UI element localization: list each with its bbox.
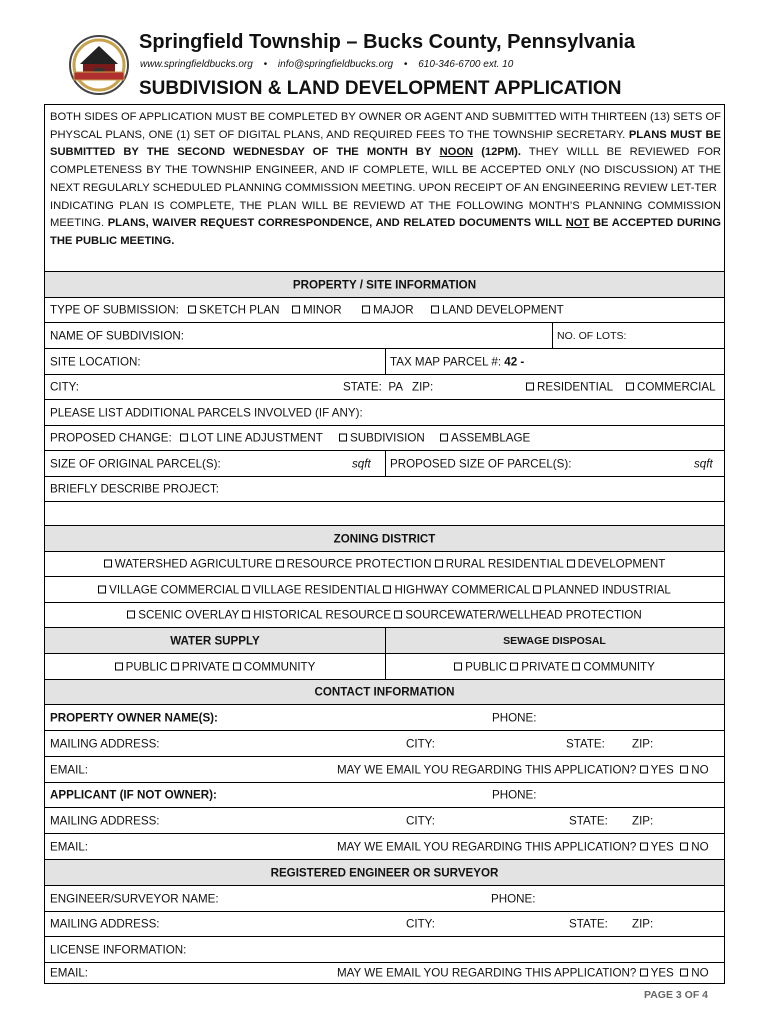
development-checkbox[interactable]: DEVELOPMENT xyxy=(567,558,666,571)
engineer-email-field[interactable]: EMAIL: xyxy=(50,966,89,980)
contact-section-header xyxy=(45,679,724,704)
owner-address-row xyxy=(45,730,724,756)
applicant-email-field[interactable]: EMAIL: xyxy=(50,840,89,853)
proposed-change-label: PROPOSED CHANGE: xyxy=(50,431,172,445)
highway-commercial-checkbox[interactable]: HIGHWAY COMMERICAL xyxy=(383,583,529,596)
section-title: REGISTERED ENGINEER OR SURVEYOR xyxy=(270,866,499,879)
deadline-text: PLANS MUST BE SUBMITTED BY THE SECOND WEDNESDAY OF THE MONTH BY xyxy=(50,128,722,159)
commercial-checkbox[interactable]: COMMERCIAL xyxy=(626,381,716,394)
site-location-row xyxy=(45,348,724,374)
bullet: • xyxy=(403,59,408,70)
applicant-email-question: MAY WE EMAIL YOU REGARDING THIS APPLICATION? YES NO xyxy=(337,840,709,853)
not-text: NOT xyxy=(565,217,590,230)
engineer-section-header xyxy=(45,859,724,885)
owner-state-field[interactable]: STATE: xyxy=(566,737,605,750)
water-supply-header: WATER SUPPLY xyxy=(170,634,260,647)
state-field[interactable]: STATE: PA xyxy=(343,380,403,394)
owner-email-yes-checkbox[interactable]: YES xyxy=(640,763,674,776)
instructions xyxy=(50,109,721,251)
application-form xyxy=(44,104,725,984)
describe-project-row xyxy=(45,476,724,501)
zip-field[interactable]: ZIP: xyxy=(412,380,434,394)
sourcewater-checkbox[interactable]: SOURCEWATER/WELLHEAD PROTECTION xyxy=(394,609,641,622)
parcel-size-row xyxy=(45,450,724,476)
engineer-email-row xyxy=(45,962,724,983)
minor-checkbox[interactable]: MINOR xyxy=(292,304,342,317)
engineer-name-row xyxy=(45,885,724,911)
lot-line-checkbox[interactable]: LOT LINE ADJUSTMENT xyxy=(180,432,323,445)
city-field[interactable]: CITY: xyxy=(50,380,79,394)
proposed-size-field[interactable]: PROPOSED SIZE OF PARCEL(S): xyxy=(390,457,572,470)
lots-field[interactable]: NO. OF LOTS: xyxy=(557,329,627,342)
owner-email-field[interactable]: EMAIL: xyxy=(50,763,89,776)
water-community-checkbox[interactable]: COMMUNITY xyxy=(233,660,316,673)
engineer-mailing-field[interactable]: MAILING ADDRESS: xyxy=(50,917,160,931)
owner-row xyxy=(45,704,724,730)
township-title: Springfield Township – Bucks County, Pennsylvania xyxy=(139,31,636,53)
zoning-options xyxy=(45,558,724,571)
township-seal-logo xyxy=(66,34,132,96)
engineer-address-row xyxy=(45,911,724,936)
proposed-change-row xyxy=(45,425,724,450)
subdivision-name-field[interactable]: NAME OF SUBDIVISION: xyxy=(50,329,184,342)
review-text: THEY WILLL BE REVIEWED FOR COMPLETENESS BY THE TOWNSHIP ENGINEER, AND IF COMPLETE, WILL BE ACCEPTED ONLY (NO DISCUSSION) AT THE NEXT REGULARLY SCHEDULED PLANNING COMMISSION MEETING. UPON RECEIPT OF AN ENGINEERING REVIEW LET-TER xyxy=(50,146,722,194)
zoning-section-header xyxy=(45,525,724,551)
applicant-email-yes-checkbox[interactable]: YES xyxy=(640,840,674,853)
section-title: CONTACT INFORMATION xyxy=(314,685,455,699)
owner-name-field[interactable]: PROPERTY OWNER NAME(S): xyxy=(50,711,218,724)
describe-project-label: BRIEFLY DESCRIBE PROJECT: xyxy=(50,482,220,496)
license-row xyxy=(45,936,724,962)
zoning-options xyxy=(45,583,724,596)
applicant-mailing-field[interactable]: MAILING ADDRESS: xyxy=(50,814,160,827)
owner-email-row xyxy=(45,756,724,782)
engineer-email-yes-checkbox[interactable]: YES xyxy=(640,967,674,980)
historical-resource-checkbox[interactable]: HISTORICAL RESOURCE xyxy=(242,609,391,622)
owner-email-no-checkbox[interactable]: NO xyxy=(680,763,708,776)
sketch-plan-checkbox[interactable]: SKETCH PLAN xyxy=(188,304,280,317)
review-text-2: INDICATING PLAN IS COMPLETE, THE PLAN WILL BE REVIEWD AT THE FOLLOWING MONTH’S PLANNING COMMISSION MEETING. xyxy=(50,199,721,230)
page-number: PAGE 3 OF 4 xyxy=(644,989,708,1001)
instructions-text: BOTH SIDES OF APPLICATION MUST BE COMPLETED BY OWNER OR AGENT AND SUBMITTED WITH THIRTEEN (13) SETS OF PHYSCAL PLANS, ONE (1) SET OF DIGITAL PLANS, AND REQUIRED FEES TO THE TOWNSHIP SECRETARY. xyxy=(50,111,721,141)
site-location-field[interactable]: SITE LOCATION: xyxy=(50,355,141,368)
village-residential-checkbox[interactable]: VILLAGE RESIDENTIAL xyxy=(242,583,380,596)
applicant-row xyxy=(45,782,724,807)
applicant-state-field[interactable]: STATE: xyxy=(569,814,608,827)
sewage-public-checkbox[interactable]: PUBLIC xyxy=(454,660,507,673)
scenic-overlay-checkbox[interactable]: SCENIC OVERLAY xyxy=(127,609,239,622)
submission-type-label: TYPE OF SUBMISSION: xyxy=(50,303,179,317)
engineer-name-field[interactable]: ENGINEER/SURVEYOR NAME: xyxy=(50,892,219,905)
engineer-state-field[interactable]: STATE: xyxy=(569,917,608,931)
applicant-zip-field[interactable]: ZIP: xyxy=(632,814,654,827)
section-title: PROPERTY / SITE INFORMATION xyxy=(292,278,477,291)
planned-industrial-checkbox[interactable]: PLANNED INDUSTRIAL xyxy=(533,583,671,596)
zoning-row-2 xyxy=(45,576,724,602)
sqft-unit: sqft xyxy=(352,457,371,470)
describe-project-field[interactable] xyxy=(45,501,724,525)
application-title: SUBDIVISION & LAND DEVELOPMENT APPLICATION xyxy=(139,78,622,99)
owner-city-field[interactable]: CITY: xyxy=(406,737,435,750)
village-commercial-checkbox[interactable]: VILLAGE COMMERCIAL xyxy=(98,583,239,596)
owner-mailing-field[interactable]: MAILING ADDRESS: xyxy=(50,737,160,750)
noon-text: NOON xyxy=(439,146,474,159)
land-development-checkbox[interactable]: LAND DEVELOPMENT xyxy=(431,304,564,317)
meeting-notice: PLANS, WAIVER REQUEST CORRESPONDENCE, AND RELATED DOCUMENTS WILL xyxy=(107,217,563,230)
applicant-phone-field[interactable]: PHONE: xyxy=(492,788,537,802)
zoning-row-1 xyxy=(45,551,724,576)
utilities-options-row xyxy=(45,653,724,679)
website-link[interactable]: www.springfieldbucks.org xyxy=(140,59,253,70)
water-public-checkbox[interactable]: PUBLIC xyxy=(115,660,168,673)
utilities-header-row xyxy=(45,627,724,653)
applicant-email-no-checkbox[interactable]: NO xyxy=(680,840,708,853)
contact-line xyxy=(140,59,521,70)
applicant-name-field[interactable]: APPLICANT (IF NOT OWNER): xyxy=(50,788,217,802)
water-private-checkbox[interactable]: PRIVATE xyxy=(171,660,230,673)
bullet: • xyxy=(263,59,268,70)
deadline-time: (12PM). xyxy=(481,146,522,159)
section-title: ZONING DISTRICT xyxy=(333,532,436,545)
residential-checkbox[interactable]: RESIDENTIAL xyxy=(526,381,613,394)
city-row xyxy=(45,374,724,399)
zoning-row-3 xyxy=(45,602,724,627)
subdivision-checkbox[interactable]: SUBDIVISION xyxy=(339,432,425,445)
sewage-private-checkbox[interactable]: PRIVATE xyxy=(510,660,569,673)
zoning-options xyxy=(45,609,724,622)
applicant-city-field[interactable]: CITY: xyxy=(406,814,435,827)
additional-parcels-field[interactable]: PLEASE LIST ADDITIONAL PARCELS INVOLVED (IF ANY): xyxy=(50,406,363,419)
assemblage-checkbox[interactable]: ASSEMBLAGE xyxy=(440,432,530,445)
rural-residential-checkbox[interactable]: RURAL RESIDENTIAL xyxy=(435,558,564,571)
license-field[interactable]: LICENSE INFORMATION: xyxy=(50,943,187,956)
engineer-city-field[interactable]: CITY: xyxy=(406,917,435,931)
subdivision-name-row xyxy=(45,322,724,348)
sewage-options xyxy=(385,660,724,673)
sewage-disposal-header: SEWAGE DISPOSAL xyxy=(503,634,606,647)
engineer-email-question: MAY WE EMAIL YOU REGARDING THIS APPLICATION? YES NO xyxy=(337,966,709,980)
engineer-email-no-checkbox[interactable]: NO xyxy=(680,967,708,980)
sqft-unit: sqft xyxy=(694,457,713,470)
property-section-header xyxy=(45,271,724,297)
watershed-agriculture-checkbox[interactable]: WATERSHED AGRICULTURE xyxy=(104,558,273,571)
water-options xyxy=(45,660,385,673)
resource-protection-checkbox[interactable]: RESOURCE PROTECTION xyxy=(276,558,432,571)
owner-zip-field[interactable]: ZIP: xyxy=(632,737,654,750)
engineer-phone-field[interactable]: PHONE: xyxy=(491,892,536,905)
engineer-zip-field[interactable]: ZIP: xyxy=(632,917,654,931)
additional-parcels-row xyxy=(45,399,724,425)
phone-number: 610-346-6700 ext. 10 xyxy=(418,59,514,70)
owner-phone-field[interactable]: PHONE: xyxy=(492,711,537,724)
submission-type-row xyxy=(45,297,724,322)
applicant-address-row xyxy=(45,807,724,833)
sewage-community-checkbox[interactable]: COMMUNITY xyxy=(572,660,655,673)
tax-parcel-field[interactable]: TAX MAP PARCEL #: 42 - xyxy=(390,355,525,368)
email-link[interactable]: info@springfieldbucks.org xyxy=(277,59,394,70)
original-size-field[interactable]: SIZE OF ORIGINAL PARCEL(S): xyxy=(50,457,221,470)
applicant-email-row xyxy=(45,833,724,859)
meeting-notice-end: BE ACCEPTED DURING THE PUBLIC MEETING. xyxy=(50,217,722,247)
owner-email-question: MAY WE EMAIL YOU REGARDING THIS APPLICATION? YES NO xyxy=(337,763,709,776)
major-checkbox[interactable]: MAJOR xyxy=(362,304,414,317)
